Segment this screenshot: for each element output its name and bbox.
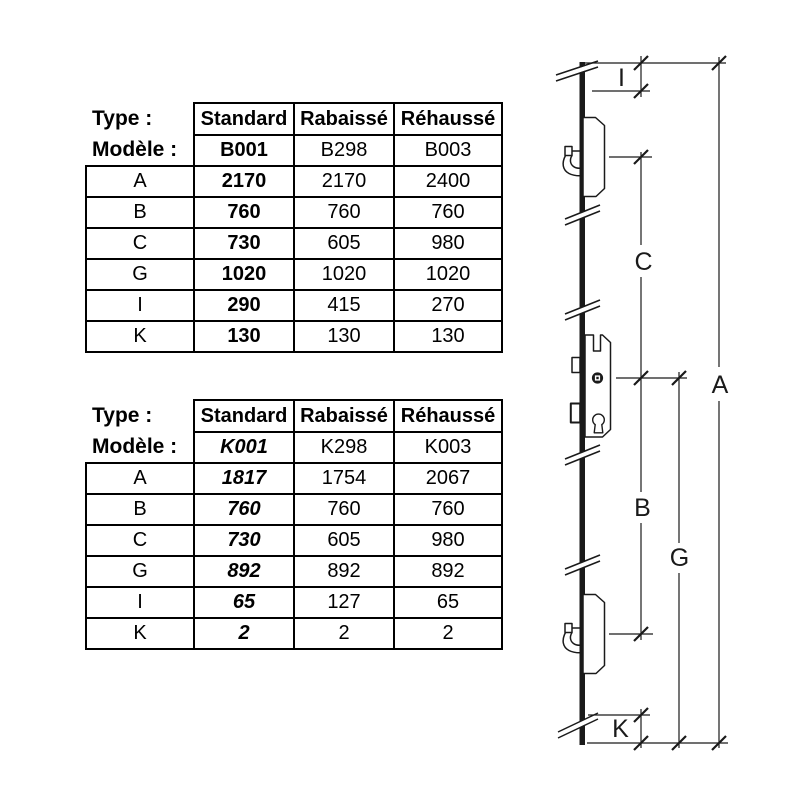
row-label: K [86, 321, 194, 352]
value-cell: 730 [194, 525, 294, 556]
dim-label-a: A [711, 371, 729, 399]
value-cell: 980 [394, 228, 502, 259]
model-value: K001 [194, 432, 294, 463]
value-cell: 2 [394, 618, 502, 649]
dim-label-b: B [634, 494, 651, 522]
model-label: Modèle : [92, 138, 178, 161]
column-header-rehausse: Réhaussé [394, 400, 502, 432]
row-label: A [86, 463, 194, 494]
value-cell: 892 [294, 556, 394, 587]
value-cell: 760 [294, 197, 394, 228]
model-value: B003 [394, 135, 502, 166]
dimension-ticks [634, 56, 726, 750]
value-cell: 130 [294, 321, 394, 352]
value-cell: 130 [194, 321, 294, 352]
column-header-rabaisse: Rabaissé [294, 400, 394, 432]
value-cell: 1020 [394, 259, 502, 290]
value-cell: 127 [294, 587, 394, 618]
value-cell: 2 [294, 618, 394, 649]
dim-label-k: K [612, 715, 629, 743]
value-cell: 892 [394, 556, 502, 587]
row-label: A [86, 166, 194, 197]
value-cell: 1754 [294, 463, 394, 494]
value-cell: 415 [294, 290, 394, 321]
value-cell: 760 [394, 197, 502, 228]
value-cell: 760 [194, 197, 294, 228]
column-header-rabaisse: Rabaissé [294, 103, 394, 135]
deadbolt-tab [571, 404, 580, 423]
lock-case [571, 335, 611, 437]
model-value: K003 [394, 432, 502, 463]
row-label: B [86, 494, 194, 525]
value-cell: 760 [394, 494, 502, 525]
column-header-standard: Standard [194, 400, 294, 432]
dim-label-c: C [634, 248, 653, 276]
hook-tip [565, 147, 572, 156]
type-label: Type : [92, 404, 153, 427]
model-value: B001 [194, 135, 294, 166]
model-value: K298 [294, 432, 394, 463]
value-cell: 290 [194, 290, 294, 321]
value-cell: 2170 [294, 166, 394, 197]
value-cell: 730 [194, 228, 294, 259]
value-cell: 2170 [194, 166, 294, 197]
value-cell: 760 [194, 494, 294, 525]
value-cell: 1020 [294, 259, 394, 290]
row-label: I [86, 587, 194, 618]
value-cell: 1020 [194, 259, 294, 290]
value-cell: 2067 [394, 463, 502, 494]
value-cell: 65 [194, 587, 294, 618]
type-label: Type : [92, 107, 153, 130]
break-mark [558, 713, 598, 738]
value-cell: 760 [294, 494, 394, 525]
row-label: G [86, 556, 194, 587]
row-label: I [86, 290, 194, 321]
value-cell: 892 [194, 556, 294, 587]
value-cell: 270 [394, 290, 502, 321]
latch-tab [572, 358, 580, 373]
row-label: C [86, 525, 194, 556]
column-header-rehausse: Réhaussé [394, 103, 502, 135]
model-value: B298 [294, 135, 394, 166]
value-cell: 2 [194, 618, 294, 649]
value-cell: 980 [394, 525, 502, 556]
hook-inner-curve [570, 156, 580, 169]
value-cell: 2400 [394, 166, 502, 197]
model-label: Modèle : [92, 435, 178, 458]
dim-label-i: I [618, 64, 625, 92]
euro-cylinder-keyhole [593, 414, 605, 433]
spindle-follower [592, 372, 603, 383]
row-label: G [86, 259, 194, 290]
break-mark [556, 61, 598, 81]
value-cell: 65 [394, 587, 502, 618]
value-cell: 605 [294, 228, 394, 259]
row-label: K [86, 618, 194, 649]
row-label: C [86, 228, 194, 259]
dim-label-g: G [669, 544, 690, 572]
hook-bolt-assembly [563, 118, 604, 197]
column-header-standard: Standard [194, 103, 294, 135]
hook-keeper-body [583, 118, 605, 197]
value-cell: 1817 [194, 463, 294, 494]
value-cell: 605 [294, 525, 394, 556]
row-label: B [86, 197, 194, 228]
value-cell: 130 [394, 321, 502, 352]
